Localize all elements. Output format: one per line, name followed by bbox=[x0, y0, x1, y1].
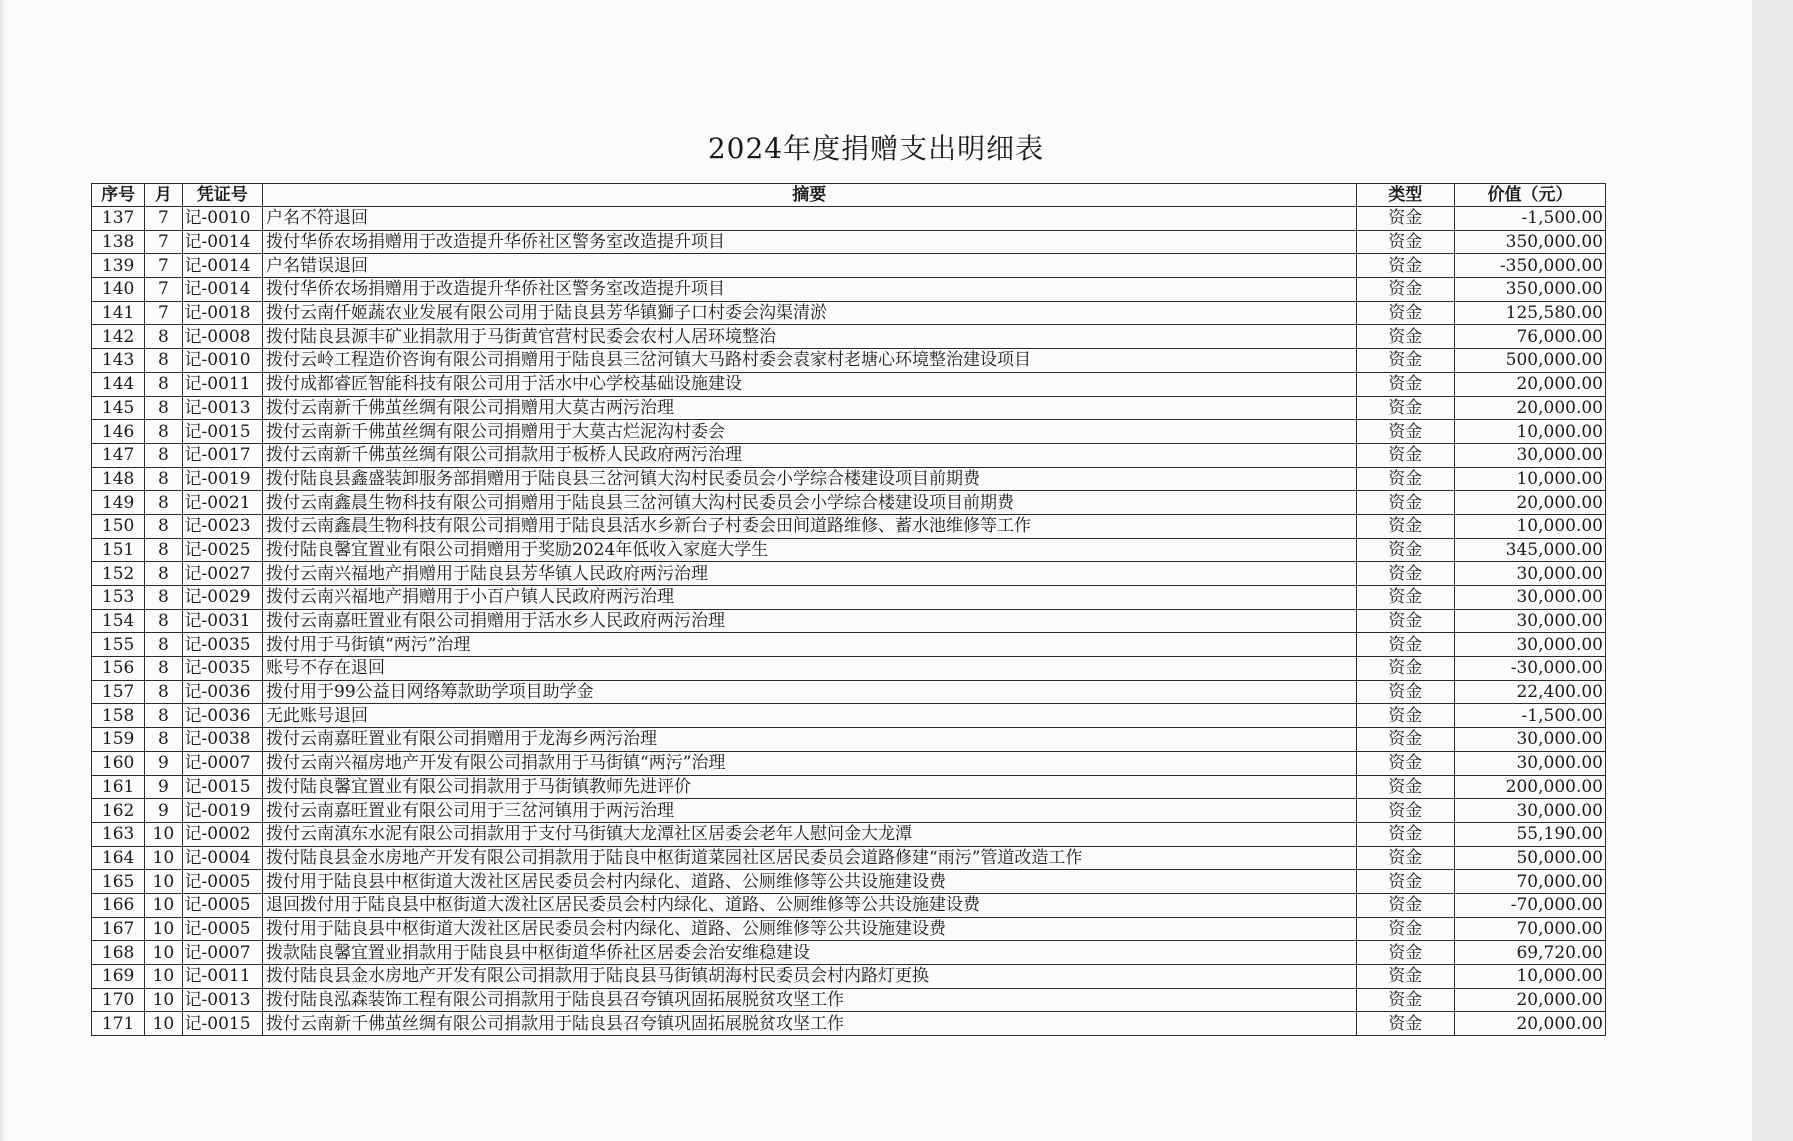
cell-type: 资金 bbox=[1356, 751, 1455, 775]
cell-value: 200,000.00 bbox=[1455, 775, 1606, 799]
table-row bbox=[92, 657, 1606, 681]
cell-type: 资金 bbox=[1356, 301, 1455, 325]
cell-summary: 拨付云岭工程造价咨询有限公司捐赠用于陆良县三岔河镇大马路村委会袁家村老塘心环境整治建设项目 bbox=[263, 349, 1357, 373]
cell-month: 8 bbox=[145, 443, 182, 467]
cell-value: 10,000.00 bbox=[1455, 965, 1606, 989]
cell-type: 资金 bbox=[1356, 846, 1455, 870]
cell-summary: 拨付云南嘉旺置业有限公司捐赠用于龙海乡两污治理 bbox=[263, 728, 1357, 752]
table-header bbox=[92, 184, 1606, 207]
cell-seq: 156 bbox=[92, 657, 145, 681]
cell-seq: 148 bbox=[92, 467, 145, 491]
cell-summary: 拨付陆良县源丰矿业捐款用于马街黄官营村民委会农村人居环境整治 bbox=[263, 325, 1357, 349]
cell-voucher: 记-0036 bbox=[182, 704, 262, 728]
cell-value: -350,000.00 bbox=[1455, 254, 1606, 278]
cell-seq: 153 bbox=[92, 586, 145, 610]
cell-type: 资金 bbox=[1356, 562, 1455, 586]
table-row bbox=[92, 538, 1606, 562]
cell-voucher: 记-0005 bbox=[182, 870, 262, 894]
cell-seq: 152 bbox=[92, 562, 145, 586]
cell-month: 7 bbox=[145, 254, 182, 278]
cell-summary: 拨付陆良县鑫盛装卸服务部捐赠用于陆良县三岔河镇大沟村民委员会小学综合楼建设项目前期费 bbox=[263, 467, 1357, 491]
cell-value: 30,000.00 bbox=[1455, 443, 1606, 467]
cell-value: 345,000.00 bbox=[1455, 538, 1606, 562]
cell-voucher: 记-0036 bbox=[182, 680, 262, 704]
cell-value: 30,000.00 bbox=[1455, 751, 1606, 775]
cell-seq: 168 bbox=[92, 941, 145, 965]
table-row bbox=[92, 514, 1606, 538]
cell-summary: 拨付云南兴福地产捐赠用于小百户镇人民政府两污治理 bbox=[263, 586, 1357, 610]
cell-type: 资金 bbox=[1356, 1012, 1455, 1036]
cell-month: 8 bbox=[145, 514, 182, 538]
cell-voucher: 记-0013 bbox=[182, 988, 262, 1012]
cell-type: 资金 bbox=[1356, 467, 1455, 491]
cell-summary: 拨付云南新千佛茧丝绸有限公司捐款用于板桥人民政府两污治理 bbox=[263, 443, 1357, 467]
cell-value: 10,000.00 bbox=[1455, 420, 1606, 444]
cell-seq: 142 bbox=[92, 325, 145, 349]
cell-seq: 155 bbox=[92, 633, 145, 657]
header-value: 价值（元） bbox=[1455, 184, 1606, 207]
cell-type: 资金 bbox=[1356, 207, 1455, 231]
cell-summary: 拨付陆良馨宜置业有限公司捐款用于马街镇教师先进评价 bbox=[263, 775, 1357, 799]
cell-seq: 147 bbox=[92, 443, 145, 467]
table-row bbox=[92, 965, 1606, 989]
cell-value: 70,000.00 bbox=[1455, 917, 1606, 941]
cell-voucher: 记-0008 bbox=[182, 325, 262, 349]
cell-seq: 166 bbox=[92, 893, 145, 917]
cell-type: 资金 bbox=[1356, 965, 1455, 989]
cell-summary: 无此账号退回 bbox=[263, 704, 1357, 728]
cell-summary: 拨付云南兴福房地产开发有限公司捐款用于马街镇“两污”治理 bbox=[263, 751, 1357, 775]
cell-seq: 157 bbox=[92, 680, 145, 704]
cell-summary: 拨付成都睿匠智能科技有限公司用于活水中心学校基础设施建设 bbox=[263, 372, 1357, 396]
cell-month: 8 bbox=[145, 586, 182, 610]
donation-expense-table bbox=[91, 183, 1606, 1036]
cell-type: 资金 bbox=[1356, 491, 1455, 515]
cell-type: 资金 bbox=[1356, 941, 1455, 965]
cell-summary: 拨付云南兴福地产捐赠用于陆良县芳华镇人民政府两污治理 bbox=[263, 562, 1357, 586]
table-row bbox=[92, 799, 1606, 823]
cell-seq: 140 bbox=[92, 278, 145, 302]
cell-summary: 拨付云南新千佛茧丝绸有限公司捐款用于陆良县召夸镇巩固拓展脱贫攻坚工作 bbox=[263, 1012, 1357, 1036]
cell-month: 7 bbox=[145, 278, 182, 302]
cell-value: 20,000.00 bbox=[1455, 372, 1606, 396]
cell-voucher: 记-0021 bbox=[182, 491, 262, 515]
table-row bbox=[92, 372, 1606, 396]
cell-type: 资金 bbox=[1356, 893, 1455, 917]
table-row bbox=[92, 254, 1606, 278]
cell-value: 30,000.00 bbox=[1455, 633, 1606, 657]
cell-seq: 162 bbox=[92, 799, 145, 823]
cell-summary: 拨付用于99公益日网络筹款助学项目助学金 bbox=[263, 680, 1357, 704]
cell-voucher: 记-0038 bbox=[182, 728, 262, 752]
table-row bbox=[92, 349, 1606, 373]
cell-type: 资金 bbox=[1356, 538, 1455, 562]
cell-summary: 退回拨付用于陆良县中枢街道大泼社区居民委员会村内绿化、道路、公厕维修等公共设施建设费 bbox=[263, 893, 1357, 917]
table-row bbox=[92, 586, 1606, 610]
table-row bbox=[92, 680, 1606, 704]
cell-month: 7 bbox=[145, 301, 182, 325]
cell-month: 8 bbox=[145, 633, 182, 657]
cell-seq: 159 bbox=[92, 728, 145, 752]
cell-voucher: 记-0007 bbox=[182, 941, 262, 965]
table-row bbox=[92, 396, 1606, 420]
cell-type: 资金 bbox=[1356, 680, 1455, 704]
cell-month: 9 bbox=[145, 775, 182, 799]
cell-month: 10 bbox=[145, 917, 182, 941]
cell-month: 10 bbox=[145, 941, 182, 965]
cell-type: 资金 bbox=[1356, 325, 1455, 349]
cell-summary: 拨付华侨农场捐赠用于改造提升华侨社区警务室改造提升项目 bbox=[263, 278, 1357, 302]
table-row bbox=[92, 870, 1606, 894]
cell-value: 20,000.00 bbox=[1455, 491, 1606, 515]
cell-voucher: 记-0004 bbox=[182, 846, 262, 870]
cell-seq: 139 bbox=[92, 254, 145, 278]
cell-value: 30,000.00 bbox=[1455, 799, 1606, 823]
cell-seq: 138 bbox=[92, 230, 145, 254]
cell-value: 350,000.00 bbox=[1455, 278, 1606, 302]
cell-seq: 149 bbox=[92, 491, 145, 515]
cell-voucher: 记-0014 bbox=[182, 230, 262, 254]
cell-summary: 拨付用于马街镇“两污”治理 bbox=[263, 633, 1357, 657]
table-row bbox=[92, 467, 1606, 491]
table-row bbox=[92, 1012, 1606, 1036]
cell-value: 76,000.00 bbox=[1455, 325, 1606, 349]
cell-voucher: 记-0025 bbox=[182, 538, 262, 562]
cell-summary: 拨付云南新千佛茧丝绸有限公司捐赠用于大莫古烂泥沟村委会 bbox=[263, 420, 1357, 444]
cell-voucher: 记-0010 bbox=[182, 207, 262, 231]
cell-value: 20,000.00 bbox=[1455, 1012, 1606, 1036]
cell-seq: 144 bbox=[92, 372, 145, 396]
cell-voucher: 记-0013 bbox=[182, 396, 262, 420]
cell-type: 资金 bbox=[1356, 657, 1455, 681]
cell-month: 8 bbox=[145, 467, 182, 491]
header-voucher: 凭证号 bbox=[182, 184, 262, 207]
cell-value: 20,000.00 bbox=[1455, 988, 1606, 1012]
cell-type: 资金 bbox=[1356, 775, 1455, 799]
table-row bbox=[92, 846, 1606, 870]
cell-value: 30,000.00 bbox=[1455, 586, 1606, 610]
cell-voucher: 记-0031 bbox=[182, 609, 262, 633]
cell-voucher: 记-0011 bbox=[182, 372, 262, 396]
cell-seq: 146 bbox=[92, 420, 145, 444]
cell-summary: 拨付用于陆良县中枢街道大泼社区居民委员会村内绿化、道路、公厕维修等公共设施建设费 bbox=[263, 917, 1357, 941]
cell-month: 7 bbox=[145, 230, 182, 254]
cell-type: 资金 bbox=[1356, 799, 1455, 823]
cell-seq: 137 bbox=[92, 207, 145, 231]
page-edge-shadow bbox=[0, 0, 6, 1141]
cell-seq: 164 bbox=[92, 846, 145, 870]
cell-voucher: 记-0015 bbox=[182, 775, 262, 799]
cell-summary: 拨付云南嘉旺置业有限公司用于三岔河镇用于两污治理 bbox=[263, 799, 1357, 823]
cell-type: 资金 bbox=[1356, 917, 1455, 941]
cell-value: 22,400.00 bbox=[1455, 680, 1606, 704]
cell-seq: 158 bbox=[92, 704, 145, 728]
header-month: 月 bbox=[145, 184, 182, 207]
table-row bbox=[92, 278, 1606, 302]
cell-value: 30,000.00 bbox=[1455, 562, 1606, 586]
table-row bbox=[92, 325, 1606, 349]
table-row bbox=[92, 443, 1606, 467]
cell-summary: 拨付陆良县金水房地产开发有限公司捐款用于陆良县马街镇胡海村民委员会村内路灯更换 bbox=[263, 965, 1357, 989]
cell-value: 125,580.00 bbox=[1455, 301, 1606, 325]
cell-month: 8 bbox=[145, 491, 182, 515]
cell-type: 资金 bbox=[1356, 372, 1455, 396]
cell-voucher: 记-0010 bbox=[182, 349, 262, 373]
table-row bbox=[92, 491, 1606, 515]
cell-summary: 拨付云南嘉旺置业有限公司捐赠用于活水乡人民政府两污治理 bbox=[263, 609, 1357, 633]
cell-seq: 165 bbox=[92, 870, 145, 894]
cell-type: 资金 bbox=[1356, 278, 1455, 302]
cell-value: -30,000.00 bbox=[1455, 657, 1606, 681]
cell-value: 30,000.00 bbox=[1455, 609, 1606, 633]
cell-voucher: 记-0023 bbox=[182, 514, 262, 538]
cell-type: 资金 bbox=[1356, 870, 1455, 894]
cell-voucher: 记-0005 bbox=[182, 893, 262, 917]
table-row bbox=[92, 704, 1606, 728]
cell-voucher: 记-0035 bbox=[182, 633, 262, 657]
cell-month: 8 bbox=[145, 396, 182, 420]
cell-voucher: 记-0027 bbox=[182, 562, 262, 586]
table-row bbox=[92, 301, 1606, 325]
cell-month: 8 bbox=[145, 680, 182, 704]
cell-type: 资金 bbox=[1356, 443, 1455, 467]
cell-month: 8 bbox=[145, 349, 182, 373]
cell-type: 资金 bbox=[1356, 514, 1455, 538]
cell-value: 55,190.00 bbox=[1455, 822, 1606, 846]
cell-seq: 141 bbox=[92, 301, 145, 325]
cell-voucher: 记-0015 bbox=[182, 1012, 262, 1036]
cell-type: 资金 bbox=[1356, 633, 1455, 657]
cell-month: 7 bbox=[145, 207, 182, 231]
cell-value: 20,000.00 bbox=[1455, 396, 1606, 420]
cell-month: 8 bbox=[145, 609, 182, 633]
document-title: 2024年度捐赠支出明细表 bbox=[707, 132, 1045, 165]
cell-month: 10 bbox=[145, 1012, 182, 1036]
cell-voucher: 记-0011 bbox=[182, 965, 262, 989]
table-row bbox=[92, 822, 1606, 846]
cell-month: 8 bbox=[145, 372, 182, 396]
cell-month: 8 bbox=[145, 420, 182, 444]
cell-value: -70,000.00 bbox=[1455, 893, 1606, 917]
cell-voucher: 记-0017 bbox=[182, 443, 262, 467]
cell-month: 9 bbox=[145, 751, 182, 775]
table-row bbox=[92, 562, 1606, 586]
header-type: 类型 bbox=[1356, 184, 1455, 207]
cell-summary: 拨付云南滇东水泥有限公司捐款用于支付马街镇大龙潭社区居委会老年人慰问金大龙潭 bbox=[263, 822, 1357, 846]
cell-type: 资金 bbox=[1356, 396, 1455, 420]
cell-value: 500,000.00 bbox=[1455, 349, 1606, 373]
cell-type: 资金 bbox=[1356, 609, 1455, 633]
cell-type: 资金 bbox=[1356, 230, 1455, 254]
cell-seq: 171 bbox=[92, 1012, 145, 1036]
cell-seq: 169 bbox=[92, 965, 145, 989]
cell-month: 9 bbox=[145, 799, 182, 823]
cell-seq: 170 bbox=[92, 988, 145, 1012]
cell-month: 8 bbox=[145, 538, 182, 562]
cell-summary: 拨付陆良馨宜置业有限公司捐赠用于奖励2024年低收入家庭大学生 bbox=[263, 538, 1357, 562]
cell-type: 资金 bbox=[1356, 822, 1455, 846]
cell-voucher: 记-0029 bbox=[182, 586, 262, 610]
table-row bbox=[92, 609, 1606, 633]
cell-type: 资金 bbox=[1356, 586, 1455, 610]
cell-summary: 拨付华侨农场捐赠用于改造提升华侨社区警务室改造提升项目 bbox=[263, 230, 1357, 254]
cell-month: 10 bbox=[145, 893, 182, 917]
cell-month: 8 bbox=[145, 562, 182, 586]
table-row bbox=[92, 633, 1606, 657]
cell-month: 10 bbox=[145, 988, 182, 1012]
cell-summary: 拨付云南新千佛茧丝绸有限公司捐赠用大莫古两污治理 bbox=[263, 396, 1357, 420]
cell-value: 69,720.00 bbox=[1455, 941, 1606, 965]
cell-type: 资金 bbox=[1356, 704, 1455, 728]
table-row bbox=[92, 230, 1606, 254]
table-row bbox=[92, 420, 1606, 444]
cell-seq: 145 bbox=[92, 396, 145, 420]
cell-voucher: 记-0035 bbox=[182, 657, 262, 681]
cell-seq: 160 bbox=[92, 751, 145, 775]
cell-summary: 拨付云南仟姬蔬农业发展有限公司用于陆良县芳华镇獅子口村委会沟渠清淤 bbox=[263, 301, 1357, 325]
cell-month: 10 bbox=[145, 822, 182, 846]
cell-seq: 163 bbox=[92, 822, 145, 846]
cell-seq: 150 bbox=[92, 514, 145, 538]
cell-value: 70,000.00 bbox=[1455, 870, 1606, 894]
cell-value: 30,000.00 bbox=[1455, 728, 1606, 752]
table-row bbox=[92, 207, 1606, 231]
cell-value: -1,500.00 bbox=[1455, 207, 1606, 231]
cell-summary: 拨款陆良馨宜置业捐款用于陆良县中枢街道华侨社区居委会治安维稳建设 bbox=[263, 941, 1357, 965]
cell-voucher: 记-0014 bbox=[182, 278, 262, 302]
table-body bbox=[92, 207, 1606, 1036]
cell-seq: 161 bbox=[92, 775, 145, 799]
cell-summary: 拨付云南鑫晨生物科技有限公司捐赠用于陆良县活水乡新台子村委会田间道路维修、蓄水池维修等工作 bbox=[263, 514, 1357, 538]
cell-value: 10,000.00 bbox=[1455, 467, 1606, 491]
viewer-margin bbox=[1752, 0, 1793, 1141]
cell-month: 8 bbox=[145, 657, 182, 681]
cell-month: 10 bbox=[145, 870, 182, 894]
cell-summary: 拨付云南鑫晨生物科技有限公司捐赠用于陆良县三岔河镇大沟村民委员会小学综合楼建设项目前期费 bbox=[263, 491, 1357, 515]
cell-voucher: 记-0007 bbox=[182, 751, 262, 775]
cell-seq: 167 bbox=[92, 917, 145, 941]
cell-summary: 拨付陆良县金水房地产开发有限公司捐款用于陆良中枢街道菜园社区居民委员会道路修建“雨污”管道改造工作 bbox=[263, 846, 1357, 870]
table-row bbox=[92, 893, 1606, 917]
cell-type: 资金 bbox=[1356, 349, 1455, 373]
header-summary: 摘要 bbox=[263, 184, 1357, 207]
cell-seq: 154 bbox=[92, 609, 145, 633]
cell-type: 资金 bbox=[1356, 988, 1455, 1012]
cell-summary: 账号不存在退回 bbox=[263, 657, 1357, 681]
cell-voucher: 记-0015 bbox=[182, 420, 262, 444]
cell-summary: 拨付用于陆良县中枢街道大泼社区居民委员会村内绿化、道路、公厕维修等公共设施建设费 bbox=[263, 870, 1357, 894]
cell-type: 资金 bbox=[1356, 728, 1455, 752]
table-row bbox=[92, 728, 1606, 752]
cell-summary: 拨付陆良泓森装饰工程有限公司捐款用于陆良县召夸镇巩固拓展脱贫攻坚工作 bbox=[263, 988, 1357, 1012]
cell-voucher: 记-0019 bbox=[182, 467, 262, 491]
header-row bbox=[92, 184, 1606, 207]
cell-summary: 户名错误退回 bbox=[263, 254, 1357, 278]
table-row bbox=[92, 917, 1606, 941]
cell-voucher: 记-0005 bbox=[182, 917, 262, 941]
cell-month: 8 bbox=[145, 728, 182, 752]
table-row bbox=[92, 751, 1606, 775]
cell-value: 50,000.00 bbox=[1455, 846, 1606, 870]
cell-type: 资金 bbox=[1356, 420, 1455, 444]
cell-month: 8 bbox=[145, 325, 182, 349]
header-seq: 序号 bbox=[92, 184, 145, 207]
cell-type: 资金 bbox=[1356, 254, 1455, 278]
cell-voucher: 记-0019 bbox=[182, 799, 262, 823]
cell-seq: 151 bbox=[92, 538, 145, 562]
cell-summary: 户名不符退回 bbox=[263, 207, 1357, 231]
cell-month: 8 bbox=[145, 704, 182, 728]
cell-value: 350,000.00 bbox=[1455, 230, 1606, 254]
cell-voucher: 记-0014 bbox=[182, 254, 262, 278]
cell-month: 10 bbox=[145, 965, 182, 989]
cell-voucher: 记-0018 bbox=[182, 301, 262, 325]
cell-month: 10 bbox=[145, 846, 182, 870]
table-row bbox=[92, 775, 1606, 799]
cell-voucher: 记-0002 bbox=[182, 822, 262, 846]
cell-seq: 143 bbox=[92, 349, 145, 373]
table-row bbox=[92, 941, 1606, 965]
cell-value: -1,500.00 bbox=[1455, 704, 1606, 728]
table-row bbox=[92, 988, 1606, 1012]
cell-value: 10,000.00 bbox=[1455, 514, 1606, 538]
